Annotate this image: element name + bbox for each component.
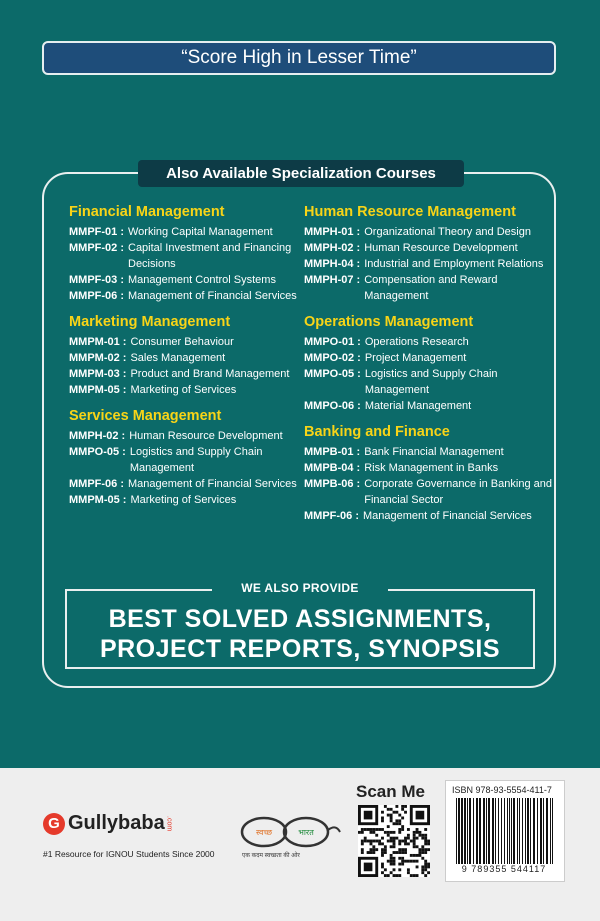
course-code: MMPB-04 : bbox=[304, 462, 361, 474]
course-item bbox=[304, 444, 559, 460]
course-name: Logistics and Supply Chain Management bbox=[129, 446, 263, 474]
course-name: Industrial and Employment Relations bbox=[364, 258, 544, 270]
course-code: MMPB-06 : bbox=[304, 478, 361, 490]
course-code: MMPF-06 : bbox=[69, 478, 124, 490]
course-name: Working Capital Management bbox=[128, 226, 273, 238]
course-code: MMPO-06 : bbox=[304, 400, 361, 412]
course-item bbox=[304, 224, 559, 240]
swachh-left-word: स्वच्छ bbox=[255, 828, 273, 837]
course-item bbox=[304, 256, 559, 272]
course-item bbox=[69, 492, 324, 508]
course-name: Consumer Behaviour bbox=[130, 336, 234, 348]
course-item bbox=[304, 272, 559, 304]
section-title: Services Management bbox=[69, 408, 222, 424]
section-title: Human Resource Management bbox=[304, 204, 516, 220]
course-code: MMPH-02 : bbox=[304, 242, 361, 254]
course-item bbox=[304, 350, 559, 366]
tagline: “Score High in Lesser Time” bbox=[42, 41, 556, 75]
swachh-right-word: भारत bbox=[298, 828, 314, 837]
course-code: MMPO-02 : bbox=[304, 352, 361, 364]
course-name: Bank Financial Management bbox=[364, 446, 504, 458]
course-item bbox=[304, 460, 559, 476]
course-item bbox=[69, 444, 324, 476]
section-title: Financial Management bbox=[69, 204, 225, 220]
course-name: Management Control Systems bbox=[128, 274, 276, 286]
course-name: Management of Financial Services bbox=[363, 510, 532, 522]
course-name: Project Management bbox=[364, 352, 467, 364]
course-name: Capital Investment and Financing Decisions bbox=[128, 242, 292, 270]
course-item bbox=[304, 366, 559, 398]
section-title: Operations Management bbox=[304, 314, 474, 330]
course-code: MMPF-02 : bbox=[69, 242, 124, 254]
logo-suffix: .com bbox=[165, 815, 173, 832]
course-code: MMPF-03 : bbox=[69, 274, 124, 286]
course-code: MMPO-05 : bbox=[69, 446, 126, 458]
course-name: Logistics and Supply Chain Management bbox=[364, 368, 498, 396]
course-code: MMPO-01 : bbox=[304, 336, 361, 348]
isbn-digits: 9 789355 544117 bbox=[461, 864, 547, 874]
course-item bbox=[69, 288, 324, 304]
course-code: MMPH-01 : bbox=[304, 226, 361, 238]
course-item bbox=[69, 428, 324, 444]
course-item bbox=[304, 476, 559, 508]
course-name: Marketing of Services bbox=[130, 384, 237, 396]
course-code: MMPM-05 : bbox=[69, 384, 127, 396]
course-name: Material Management bbox=[364, 400, 472, 412]
section-title: Banking and Finance bbox=[304, 424, 450, 440]
provide-label: WE ALSO PROVIDE bbox=[216, 581, 384, 595]
course-item bbox=[69, 334, 324, 350]
right-course-column bbox=[304, 204, 559, 524]
left-course-column bbox=[69, 204, 324, 508]
course-name: Corporate Governance in Banking and Financial Sector bbox=[364, 478, 552, 506]
course-name: Human Resource Development bbox=[129, 430, 283, 442]
course-name: Operations Research bbox=[364, 336, 469, 348]
course-item bbox=[69, 476, 324, 492]
course-code: MMPF-06 : bbox=[304, 510, 359, 522]
course-item bbox=[304, 508, 559, 524]
course-item bbox=[69, 382, 324, 398]
course-code: MMPH-02 : bbox=[69, 430, 126, 442]
course-name: Organizational Theory and Design bbox=[364, 226, 531, 238]
logo-name: Gullybaba bbox=[68, 812, 165, 834]
course-item bbox=[69, 224, 324, 240]
course-item bbox=[69, 366, 324, 382]
provide-line-1: BEST SOLVED ASSIGNMENTS, bbox=[108, 605, 492, 633]
course-code: MMPF-06 : bbox=[69, 290, 124, 302]
course-item bbox=[69, 350, 324, 366]
course-item bbox=[304, 398, 559, 414]
scan-me-label: Scan Me bbox=[356, 782, 425, 801]
course-item bbox=[69, 272, 324, 288]
logo-g-icon: G bbox=[43, 813, 65, 835]
course-code: MMPM-03 : bbox=[69, 368, 127, 380]
resource-tagline: #1 Resource for IGNOU Students Since 2000 bbox=[43, 849, 215, 859]
course-name: Management of Financial Services bbox=[128, 478, 297, 490]
course-name: Sales Management bbox=[130, 352, 226, 364]
course-name: Compensation and Reward Management bbox=[364, 274, 498, 302]
swachh-caption: एक कदम स्वच्छता की ओर bbox=[242, 853, 300, 859]
course-code: MMPM-01 : bbox=[69, 336, 127, 348]
section-title: Marketing Management bbox=[69, 314, 231, 330]
course-code: MMPH-04 : bbox=[304, 258, 361, 270]
course-item bbox=[304, 240, 559, 256]
course-name: Management of Financial Services bbox=[128, 290, 297, 302]
barcode-icon bbox=[454, 798, 556, 864]
course-name: Risk Management in Banks bbox=[364, 462, 499, 474]
course-name: Human Resource Development bbox=[364, 242, 518, 254]
course-item bbox=[69, 240, 324, 272]
provide-line-2: PROJECT REPORTS, SYNOPSIS bbox=[99, 635, 501, 663]
courses-banner: Also Available Specialization Courses bbox=[138, 160, 464, 187]
isbn-number: ISBN 978-93-5554-411-7 bbox=[452, 785, 552, 795]
course-code: MMPF-01 : bbox=[69, 226, 124, 238]
course-item bbox=[304, 334, 559, 350]
gullybaba-logo bbox=[43, 812, 173, 835]
course-name: Marketing of Services bbox=[130, 494, 237, 506]
course-code: MMPH-07 : bbox=[304, 274, 361, 286]
course-code: MMPB-01 : bbox=[304, 446, 361, 458]
qr-code-icon[interactable] bbox=[356, 805, 432, 877]
course-code: MMPM-02 : bbox=[69, 352, 127, 364]
course-code: MMPO-05 : bbox=[304, 368, 361, 380]
course-code: MMPM-05 : bbox=[69, 494, 127, 506]
course-name: Product and Brand Management bbox=[130, 368, 290, 380]
